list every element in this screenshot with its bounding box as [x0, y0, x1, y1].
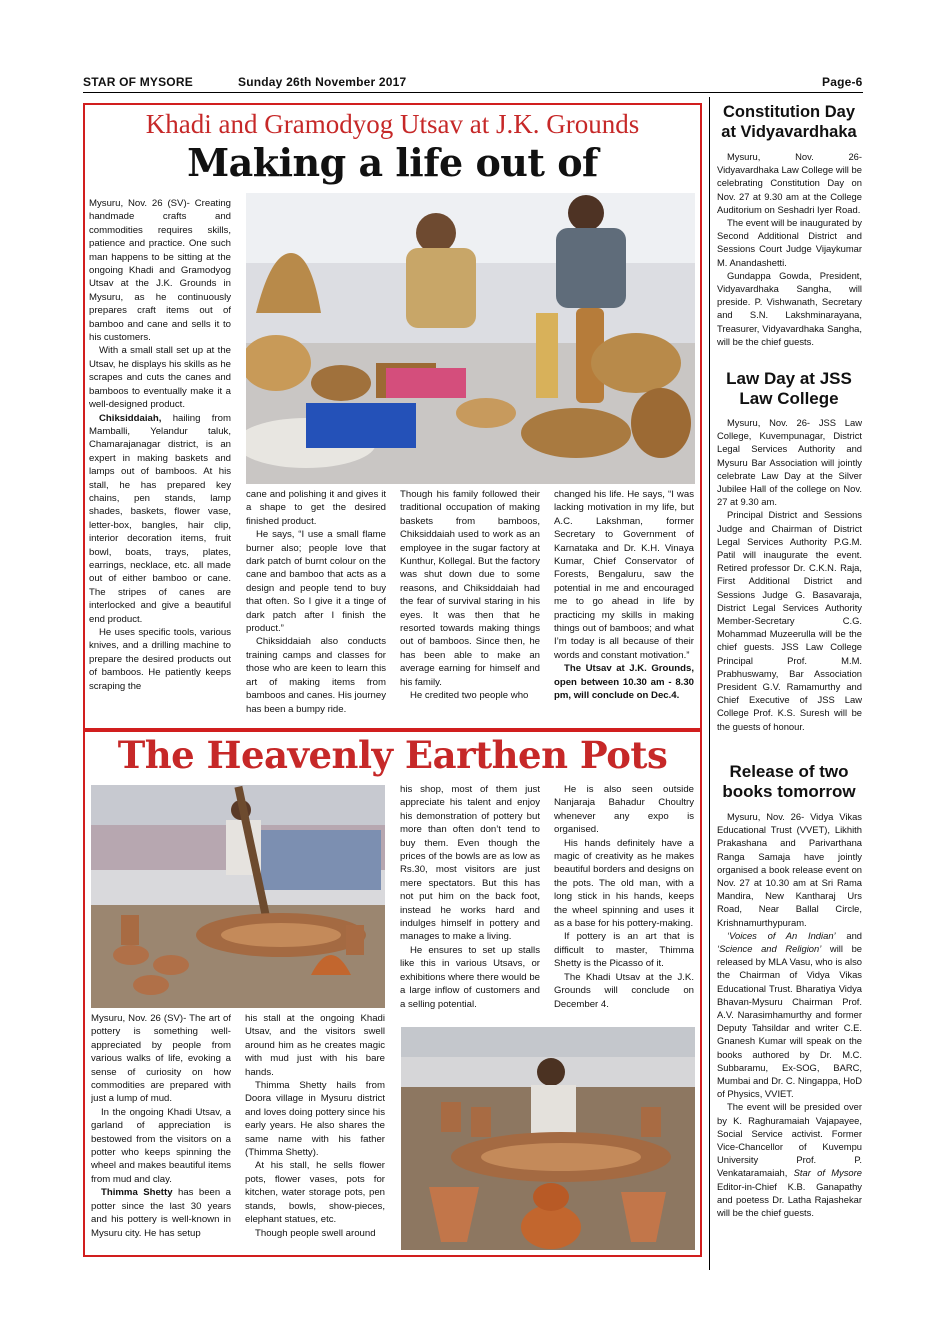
bamboo-headline: Making a life out of [187, 140, 598, 185]
pots-c1-p1: Mysuru, Nov. 26 (SV)- The art of pottery is something well-appreciated by people from various walks of life, evoking a sense of curiosity on how commodities are prepared with just a lump of mud. [91, 1013, 231, 1105]
bamboo-c2-p2: He says, “I use a small flame burner also; people love that dark patch of burnt colour on the cane and bamboo that acts as a design and people tend to buy that often. So I give it a tinge of dark patch after I finish the product.” [246, 529, 386, 635]
pots-c2-p3: At his stall, he sells flower pots, flower vases, pots for kitchen, water storage pots, pen stands, bowls, show-pieces, elephant statues, etc. [245, 1160, 385, 1226]
pots-col-2 [245, 1012, 385, 1252]
books-paper-name: Star of Mysore [793, 1167, 862, 1179]
books-p1: Mysuru, Nov. 26- Vidya Vikas Educational Trust (VVET), Likhith Prakashana and Parivarthana Ranga Samaja have jointly organised a book release event on Nov. 27 at 10.30 am at Sri Rama Mandira, New Kantharaj Urs Road, Near Ballal Circle, Krishnamurthypuram. [717, 811, 862, 928]
book-title-2: ‘Science and Religion’ [717, 943, 822, 955]
pots-c4-p1: He is also seen outside Nanjaraja Bahadur Choultry whenever any expo is organised. [554, 784, 694, 836]
bamboo-c1-p4: He uses specific tools, various knives, and a drilling machine to prepare the desired products out of bamboos. He patiently keeps scraping the [89, 627, 231, 692]
law-day-body [717, 416, 862, 754]
pots-c2-p2: Thimma Shetty hails from Doora village in Mysuru district and loves doing pottery since his early years. He also shares the same name with his father (Thimma Shetty). [245, 1080, 385, 1159]
bamboo-c3-p1: Though his family followed their traditional occupation of making baskets from bamboos, Chiksiddaiah used to work as an employee in the sugar factory at Kunthur, Kollegal. But the factory was shut down due to some reasons, and Chiksiddaiah had the fear of survival staring in his eyes. It was then that he resorted towards making things out of bamboos. Since then, he has been able to make an average earning for himself and his family. [400, 489, 540, 688]
bamboo-c4-p1: changed his life. He says, “I was lacking motivation in my life, but A.C. Lakshman, former Secretary to Government of Karnataka and Dr. K.H. Vinaya Kumar, Chief Conservator of Forests, Bengaluru, saw the potential in me and encouraged me to go ahead in life by practicing my skills in making things out of bamboos; and what I’m today is all because of their words and constant motivation.” [554, 489, 694, 661]
pots-c1-p2: In the ongoing Khadi Utsav, a garland of appreciation is bestowed from the visitors on a potter who keeps spinning the wheel and makes beautiful items from mud and clay. [91, 1106, 231, 1185]
header-rule [83, 92, 863, 93]
constitution-p2: The event will be inaugurated by Second Additional District and Sessions Court Judge Vijaykumar M. Anandashetti. [717, 217, 862, 268]
books-p3b: Editor-in-Chief K.B. Ganapathy and poetess Dr. Latha Rajashekar will be the chief guests. [717, 1180, 862, 1219]
bamboo-c1-p3: hailing from Mamballi, Yelandur taluk, Chamarajanagar district, is an expert in making baskets and lamps out of bamboos. At his stall, he has prepared key chains, pen stands, lamp shades, baskets, flower vase, letter-box, bangles, hair clip, interior decoration items, fruit bowl, boats, trays, plates, earrings, necklace, etc. all made out of either bamboo or cane. The stripes of canes are interlocked and give a beautiful end product. [89, 412, 231, 625]
books-p3a: The event will be presided over by K. Raghuramaiah Vajapayee, Social Service activist. Former Vice-Chancellor of Kuvempu University Prof. P. Venkataramaiah, [717, 1101, 862, 1179]
pots-c3-p1: his shop, most of them just appreciate his talent and enjoy his demonstration of pottery but more than often don’t tend to buy them. Even though the prices of the bowls are as low as Rs.30, most visitors are just mere spectators. But this has not put him on the back foot, instead he works hard and indulges himself in pottery and manages to make a living. [400, 784, 540, 943]
law-day-heading: Law Day at JSS Law College [726, 369, 852, 408]
sidebar-divider [709, 97, 710, 1270]
potter-shaping-photo [401, 1027, 695, 1250]
potter-wheel-photo [91, 785, 385, 1008]
pots-c4-p4: The Khadi Utsav at the J.K. Grounds will conclude on December 4. [554, 971, 694, 1010]
books-release-heading: Release of two books tomorrow [722, 762, 856, 801]
pots-c1-p3: has been a potter since the last 30 years and his pottery is well-known in Mysuru city. He has setup [91, 1187, 231, 1239]
pots-c4-p2: His hands definitely have a magic of creativity as he makes beautiful borders and designs on the pots. The old man, with a long stick in his hands, keeps the wheel spinning and uses it as a base for his pottery-making. [554, 837, 694, 930]
bamboo-c1-p2: With a small stall set up at the Utsav, he displays his skills as he scrapes and cuts the canes and bamboos to eventually make it a well-designed product. [89, 345, 231, 411]
constitution-day-body [717, 150, 862, 362]
constitution-day-heading: Constitution Day at Vidyavardhaka [721, 103, 857, 141]
constitution-p3: Gundappa Gowda, President, Vidyavardhaka Sangha, will preside. P. Vishwanath, Secretary and S.N. Lakshminarayana, Treasurer, Vidyavardhaka Sangha, will be the chief guests. [717, 269, 862, 347]
pots-c4-p3: If pottery is an art that is difficult to master, Thimma Shetty is the Picasso of it. [554, 931, 694, 970]
bamboo-col-2 [246, 488, 386, 728]
page-number: Page-6 [822, 75, 863, 89]
book-title-1: ‘Voices of An Indian’ [727, 929, 836, 941]
pots-col-1 [91, 1012, 231, 1252]
bamboo-col-4 [554, 488, 694, 728]
law-day-p2: Principal District and Sessions Judge and Chairman of District Legal Services Authority P.G.M. Patil will inaugurate the event. Retired professor Dr. C.K.N. Raja, First Additional District and Sessions Judge G. Basavaraja, District Legal Services Authority Member-Secretary C.G. Mohammad Muzeerulla will be the chief guests. JSS Law College Principal Prof. M.M. Prabhuswamy, Bar Association President G.V. Ramamurthy and Chief Executive of JSS Law College Prof. K.S. Suresh will be the guests of honour. [717, 509, 862, 732]
pots-col-4 [554, 783, 694, 1023]
bamboo-c2-p1: cane and polishing it and gives it a shape to get the desired finished product. [246, 489, 386, 527]
bamboo-col-3 [400, 488, 540, 728]
pots-col-3 [400, 783, 540, 1023]
books-release-body [717, 810, 862, 1262]
paper-name: STAR OF MYSORE [83, 75, 193, 89]
pots-c2-p1: his stall at the ongoing Khadi Utsav, and the visitors swell around him as he creates magic with mud just with his bare hands. [245, 1013, 385, 1078]
pots-c1-bold-name: Thimma Shetty [101, 1187, 173, 1199]
pots-c2-p4: Though people swell around [255, 1227, 376, 1239]
bamboo-c3-p2: He credited two people who [410, 690, 529, 702]
bamboo-c1-p1: Mysuru, Nov. 26 (SV)- Creating handmade crafts and commodities requires skills, patience and practice. One such man happens to be sitting at the ongoing Khadi and Gramodyog Utsav at the J.K. Grounds in Mysuru, as he continuously prepares craft items out of bamboo and cane and sells it to his customers. [89, 198, 231, 344]
pots-headline: The Heavenly Earthen Pots [117, 733, 668, 777]
law-day-p1: Mysuru, Nov. 26- JSS Law College, Kuvempunagar, District Legal Services Authority and Mysuru Bar Association will jointly celebrate Law Day at the Silver Jubilee Hall of the college on Nov. 27 at 9.30 am. [717, 417, 862, 508]
books-p2: will be released by MLA Vasu, who is also the Chairman of Vidya Vikas Educational Trust. Bharatiya Vidya Bhavan-Mysuru Chairman Prof. A.V. Narasimhamurthy and former Deputy Tahsildar and writer C.E. Gnanesh Kumar will speak on the books authored by Dr. M.C. Subbaramu, Ex-SOG, BARC, Mumbai and Dr. C. Ningappa, HoD of Physics, VVIET. [717, 943, 862, 1100]
issue-date: Sunday 26th November 2017 [238, 75, 407, 89]
bamboo-c4-closing: The Utsav at J.K. Grounds, open between 10.30 am - 8.30 pm, will conclude on Dec.4. [554, 663, 694, 702]
bamboo-c2-p3: Chiksiddaiah also conducts training camps and classes for those who are keen to learn this art of making items from bamboos and canes. His journey has been a bumpy ride. [246, 636, 386, 715]
bamboo-crafts-photo [246, 193, 695, 484]
constitution-p1: Mysuru, Nov. 26- Vidyavardhaka Law College will be celebrating Constitution Day on Nov. 27 at 9.30 am at the College Auditorium on Seshadri Iyer Road. [717, 151, 862, 215]
bamboo-kicker: Khadi and Gramodyog Utsav at J.K. Grounds [145, 109, 640, 139]
bamboo-c1-bold-name: Chiksiddaiah, [99, 412, 162, 424]
bamboo-col-1 [89, 197, 231, 727]
pots-c3-p2: He ensures to set up stalls like this in various Utsavs, or exhibitions where there would be a large inflow of customers and a selling potential. [400, 944, 540, 1010]
books-and: and [835, 929, 862, 941]
